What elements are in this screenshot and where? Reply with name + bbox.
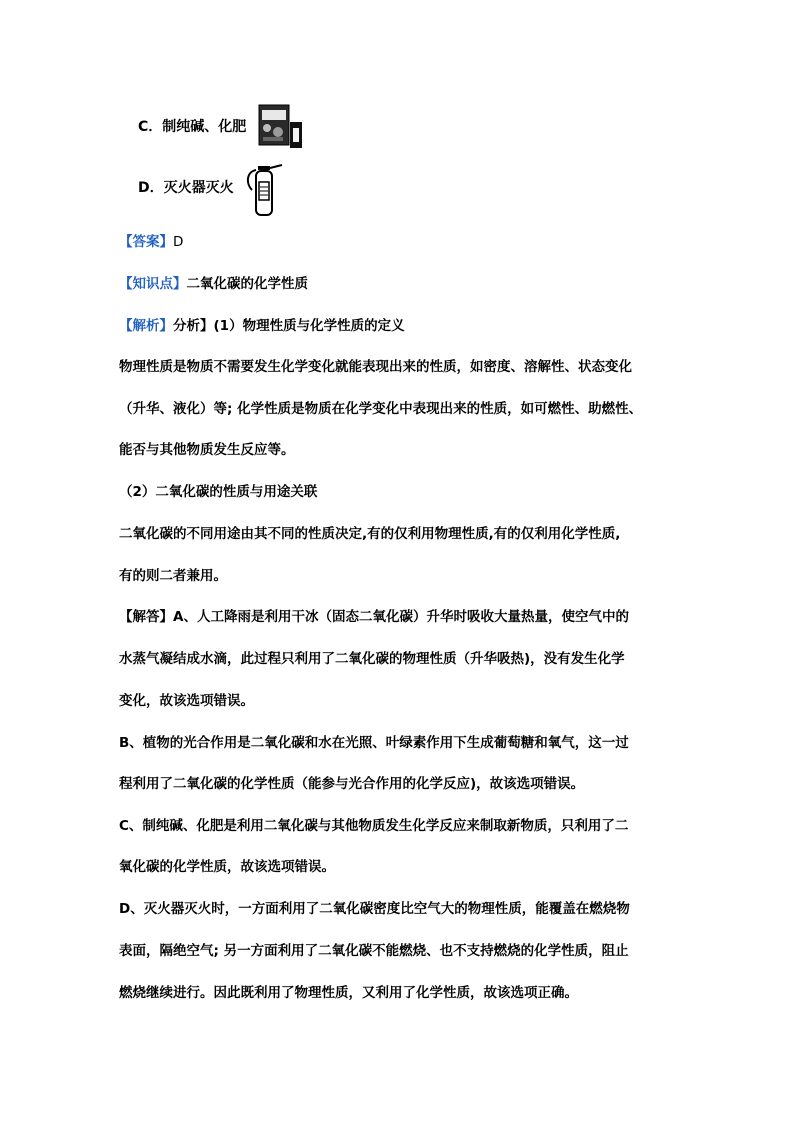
analysis-text-line: 程利用了二氧化碳的化学性质（能参与光合作用的化学反应)，故该选项错误。: [119, 776, 585, 792]
analysis-head: 分析】(1）物理性质与化学性质的定义: [173, 318, 405, 334]
analysis-tag: 【解析】: [119, 318, 173, 334]
analysis-text-line: 燃烧继续进行。因此既利用了物理性质，又利用了化学性质，故该选项正确。: [119, 985, 578, 1001]
analysis-text-line: 物理性质是物质不需要发生化学变化就能表现出来的性质，如密度、溶解性、状态变化: [119, 359, 632, 375]
analysis-text-line: 能否与其他物质发生反应等。: [119, 442, 295, 458]
knowledge-value: 二氧化碳的化学性质: [186, 276, 308, 292]
analysis-text-line: 有的则二者兼用。: [119, 568, 227, 584]
option-d-label: D．灭火器灭火: [138, 180, 234, 196]
analysis-text-line: （2）二氧化碳的性质与用途关联: [119, 484, 318, 500]
fertilizer-bag-icon: [258, 104, 304, 150]
analysis-text-line: 水蒸气凝结成水滴，此过程只利用了二氧化碳的物理性质（升华吸热)，没有发生化学: [119, 651, 625, 667]
analysis-text-line: C、制纯碱、化肥是利用二氧化碳与其他物质发生化学反应来制取新物质，只利用了二: [119, 818, 629, 834]
analysis-text-line: 二氧化碳的不同用途由其不同的性质决定,有的仅利用物理性质,有的仅利用化学性质,: [119, 526, 621, 542]
knowledge-tag: 【知识点】: [119, 276, 187, 292]
analysis-text-line: 表面，隔绝空气; 另一方面利用了二氧化碳不能燃烧、也不支持燃烧的化学性质，阻止: [119, 943, 629, 959]
answer-value: D: [173, 234, 184, 250]
analysis-text-line: D、灭火器灭火时，一方面利用了二氧化碳密度比空气大的物理性质，能覆盖在燃烧物: [119, 901, 630, 917]
analysis-text-line: 变化，故该选项错误。: [119, 693, 254, 709]
option-c-label: C．制纯碱、化肥: [138, 119, 247, 135]
analysis-text-line: 【解答】A、人工降雨是利用干冰（固态二氧化碳）升华时吸收大量热量，使空气中的: [119, 609, 629, 625]
analysis-line: [119, 316, 405, 336]
analysis-text-line: （升华、液化）等; 化学性质是物质在化学变化中表现出来的性质，如可燃性、助燃性、: [119, 401, 643, 417]
analysis-text-line: 氧化碳的化学性质，故该选项错误。: [119, 859, 335, 875]
analysis-text-line: B、植物的光合作用是二氧化碳和水在光照、叶绿素作用下生成葡萄糖和氧气，这一过: [119, 735, 629, 751]
answer-tag: 【答案】: [119, 234, 173, 250]
fire-extinguisher-icon: [242, 162, 286, 218]
answer-line: [119, 232, 183, 252]
knowledge-line: [119, 274, 308, 294]
